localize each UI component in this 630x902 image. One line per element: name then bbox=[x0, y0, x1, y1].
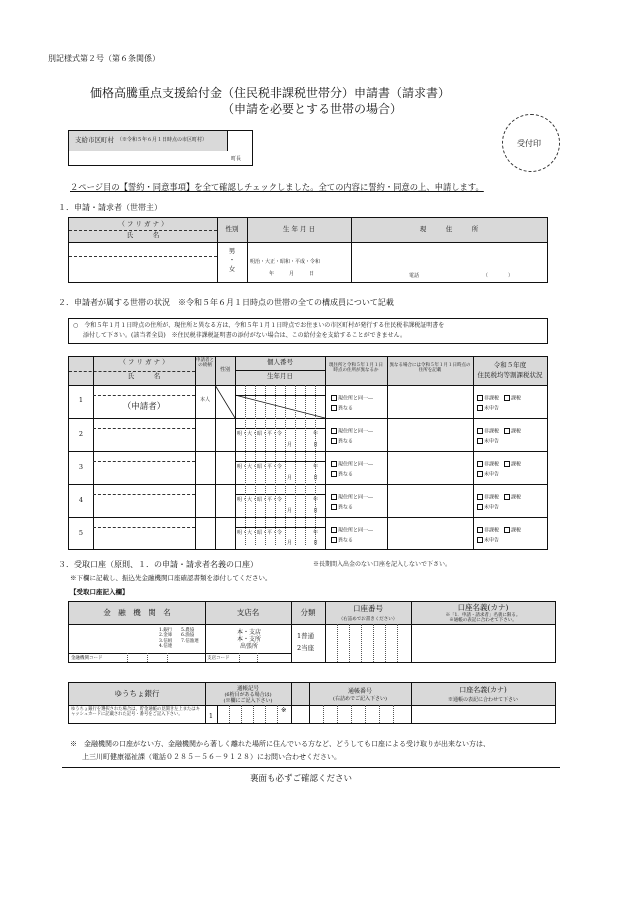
address-field[interactable] bbox=[353, 244, 545, 270]
type-header: 分類 bbox=[300, 608, 316, 617]
day-label: 日 bbox=[313, 508, 319, 514]
birth-ymd: 年 月 日 bbox=[269, 271, 315, 277]
account-type-current[interactable]: 2当座 bbox=[297, 644, 315, 652]
row1-strike-diagonal bbox=[215, 385, 325, 418]
passbook-symbol-note-2: (※欄にご記入下さい) bbox=[223, 698, 273, 704]
section2-heading: ２．申請者が属する世帯の状況 ※令和５年６月１日時点の世帯の全ての構成員について記載 bbox=[58, 298, 394, 307]
holder-note-2: ※通帳の表記に合わせて下さい。 bbox=[449, 618, 517, 623]
month-label: 月 bbox=[287, 540, 293, 546]
notice-box bbox=[68, 318, 548, 344]
yucho-holder-header: 口座名義(カナ) bbox=[459, 686, 507, 694]
year-label: 年 bbox=[313, 530, 319, 536]
same-address-option[interactable]: 現住所と同一 bbox=[338, 527, 369, 534]
members-name-header: 氏 名 bbox=[127, 372, 161, 380]
applicant-label: （申請者） bbox=[122, 402, 166, 412]
sex-separator: ・ bbox=[228, 256, 236, 264]
address-header: 現 住 所 bbox=[419, 225, 479, 233]
same-address-option[interactable]: 現住所と同一 bbox=[338, 428, 369, 435]
row-number: 2 bbox=[78, 430, 84, 438]
members-birth-header: 生年月日 bbox=[267, 372, 293, 380]
year-label: 年 bbox=[313, 431, 319, 437]
row-number: 3 bbox=[78, 463, 84, 471]
bank-type-7[interactable]: 7.信漁連 bbox=[181, 638, 199, 644]
form-title: 価格高騰重点支援給付金（住民税非課税世帯分）申請書（請求書） bbox=[90, 86, 451, 100]
different-address-option[interactable]: 異なる bbox=[338, 438, 354, 445]
nontax-option[interactable]: 非課税 bbox=[484, 395, 500, 402]
era-options[interactable]: 明治・大正・昭和・平成・令和 bbox=[250, 259, 321, 265]
bank-account-table bbox=[68, 601, 556, 663]
nontax-option[interactable]: 非課税 bbox=[484, 494, 500, 501]
name-field[interactable] bbox=[71, 258, 215, 280]
bank-type-4[interactable]: 4.信連 bbox=[159, 644, 173, 650]
members-sex-header: 性別 bbox=[219, 367, 230, 373]
yucho-table bbox=[68, 682, 556, 724]
different-address-option[interactable]: 異なる bbox=[338, 537, 354, 544]
branch-type-3[interactable]: 出張所 bbox=[240, 643, 259, 651]
unfiled-option[interactable]: 未申告 bbox=[484, 471, 500, 478]
section3-heading-note: ※長期間入出金のない口座を記入しないで下さい。 bbox=[313, 561, 452, 568]
footer-note-2: 上三川町健康福祉課（電話０２８５－５６－９１２８）にお問い合わせください。 bbox=[82, 753, 341, 761]
municipality-suffix: 町長 bbox=[231, 156, 242, 162]
same-address-option[interactable]: 現住所と同一 bbox=[338, 461, 369, 468]
day-label: 日 bbox=[313, 540, 319, 546]
month-label: 月 bbox=[287, 475, 293, 481]
unfiled-option[interactable]: 未申告 bbox=[484, 537, 500, 544]
phone-label: 電話 bbox=[409, 273, 420, 279]
same-address-option[interactable]: 現住所と同一 bbox=[338, 395, 369, 402]
birth-header: 生 年 月 日 bbox=[282, 225, 316, 233]
female-option[interactable]: 女 bbox=[228, 265, 236, 273]
relation-self: 本人 bbox=[199, 397, 210, 403]
yucho-holder-field[interactable] bbox=[413, 707, 553, 721]
furigana-header: （ フ リ ガ ナ ） bbox=[118, 220, 168, 228]
indiv-number-header: 個人番号 bbox=[267, 358, 293, 366]
reverse-side-note: 裏面も必ずご確認ください bbox=[250, 774, 353, 784]
holder-header: 口座名義(カナ) bbox=[457, 603, 509, 612]
year-label: 年 bbox=[313, 497, 319, 503]
branch-type-1[interactable]: 本・支店 bbox=[237, 629, 262, 636]
receipt-stamp-label: 受付印 bbox=[517, 139, 541, 148]
era-options[interactable]: 明・大・昭・平・令 bbox=[237, 530, 283, 536]
account-box-label: 【受取口座記入欄】 bbox=[70, 588, 129, 596]
members-furigana-header: （ フ リ ガ ナ ） bbox=[119, 358, 169, 366]
footer-note-1: ※ 金融機関の口座がない方、金融機関から著しく離れた場所に住んでいる方など、どうしても口座による受け取りが出来ない方は、 bbox=[70, 740, 490, 748]
branch-code-label: 支店コード bbox=[207, 656, 230, 661]
era-options[interactable]: 明・大・昭・平・令 bbox=[237, 497, 283, 503]
bank-type-5[interactable]: 5.農協 bbox=[181, 628, 195, 633]
bank-code-label: 金融機関コード bbox=[71, 656, 103, 661]
month-label: 月 bbox=[287, 508, 293, 514]
year-label: 年 bbox=[313, 464, 319, 470]
bank-name-header: 金 融 機 関 名 bbox=[103, 608, 171, 617]
row-number: 1 bbox=[78, 396, 84, 404]
tax-option[interactable]: 課税 bbox=[511, 428, 522, 435]
passbook-number-header: 通帳番号 bbox=[347, 688, 372, 695]
yucho-instruction: ゆうちょ銀行を選択された場合は、貯金通帳の見開き左上またはキャッシュカードに記載された記号・番号をご記入下さい。 bbox=[71, 707, 200, 718]
row-number: 5 bbox=[78, 529, 84, 537]
tax-status-header-1: 令和５年度 bbox=[493, 361, 527, 369]
passbook-first-digit: 1 bbox=[208, 712, 214, 720]
bank-type-1[interactable]: 1.銀行 bbox=[159, 628, 173, 633]
yucho-holder-note: ※通帳の表記に合わせて下さい bbox=[447, 697, 518, 703]
tax-option[interactable]: 課税 bbox=[511, 527, 522, 534]
tax-option[interactable]: 課税 bbox=[511, 461, 522, 468]
era-options[interactable]: 明・大・昭・平・令 bbox=[237, 464, 283, 470]
nontax-option[interactable]: 非課税 bbox=[484, 527, 500, 534]
tax-status-header-2: 住民税均等割課税状況 bbox=[477, 371, 543, 379]
form-subtitle: （申請を必要とする世帯の場合） bbox=[222, 102, 403, 116]
section3-heading: ３．受取口座（原則、１．の申請・請求者名義の口座） bbox=[58, 560, 258, 569]
relation-header: 申請者との続柄 bbox=[196, 358, 214, 368]
male-option[interactable]: 男 bbox=[228, 247, 236, 255]
unfiled-option[interactable]: 未申告 bbox=[484, 504, 500, 511]
name-header: 氏 名 bbox=[126, 231, 160, 239]
account-type-ordinary[interactable]: 1普通 bbox=[297, 632, 315, 640]
passbook-number-note: (右詰めでご記入下さい) bbox=[333, 696, 387, 702]
municipality-box[interactable] bbox=[68, 130, 253, 166]
tax-option[interactable]: 課税 bbox=[511, 494, 522, 501]
jan1-header: 現住所と令和５年１月１日時点の住所が異なるか bbox=[329, 363, 383, 374]
tax-option[interactable]: 課税 bbox=[511, 395, 522, 402]
month-label: 月 bbox=[287, 442, 293, 448]
diff-address-header: 異なる場合には令和５年１月１日時点の住所を記載 bbox=[389, 363, 471, 374]
account-number-note: （右詰めでお書きください） bbox=[338, 617, 398, 622]
applicant-table bbox=[68, 217, 548, 283]
different-address-option[interactable]: 異なる bbox=[338, 471, 354, 478]
day-label: 日 bbox=[313, 475, 319, 481]
passbook-symbol-header: 通帳記号 bbox=[236, 686, 259, 692]
branch-header: 支店名 bbox=[236, 608, 260, 617]
section1-heading: １．申請・請求者（世帯主） bbox=[58, 203, 162, 212]
bank-name-field[interactable] bbox=[71, 626, 157, 650]
bank-type-2[interactable]: 2.金庫 bbox=[159, 633, 173, 639]
branch-type-2[interactable]: 本・支所 bbox=[237, 636, 262, 644]
bank-type-6[interactable]: 6.漁協 bbox=[181, 633, 195, 639]
account-number-header: 口座番号 bbox=[353, 604, 383, 613]
passbook-mark: ※ bbox=[281, 706, 287, 714]
different-address-option[interactable]: 異なる bbox=[338, 504, 354, 511]
form-id: 別記様式第２号（第６条関係） bbox=[48, 54, 160, 63]
notice-line1: ○ 令和５年１月１日時点の住所が、現住所と異なる方は、令和５年１月１日時点でお住まいの市区町村が発行する住民税非課税証明書を bbox=[73, 322, 445, 329]
account-instruction: ※下欄に記載し、振込先金融機関口座確認書類を添付してください。 bbox=[70, 574, 272, 582]
notice-line2: 添付して下さい。(該当者全員) ※住民税非課税証明書の添付がない場合は、この給付金を支給することができません。 bbox=[83, 332, 407, 339]
phone-field[interactable]: （ ） bbox=[483, 273, 514, 279]
nontax-option[interactable]: 非課税 bbox=[484, 428, 500, 435]
unfiled-option[interactable]: 未申告 bbox=[484, 438, 500, 445]
furigana-field[interactable] bbox=[71, 244, 215, 254]
era-options[interactable]: 明・大・昭・平・令 bbox=[237, 431, 283, 437]
day-label: 日 bbox=[313, 442, 319, 448]
unfiled-option[interactable]: 未申告 bbox=[484, 405, 500, 412]
holder-field[interactable] bbox=[413, 626, 553, 660]
holder-note-1: ※「1．申請・請求者」名義に限る。 bbox=[445, 613, 521, 618]
same-address-option[interactable]: 現住所と同一 bbox=[338, 494, 369, 501]
municipality-label: 支給市区町村 bbox=[75, 136, 114, 144]
nontax-option[interactable]: 非課税 bbox=[484, 461, 500, 468]
yucho-bank-label: ゆうちょ銀行 bbox=[114, 689, 160, 698]
sex-header: 性別 bbox=[225, 225, 239, 233]
household-table: （ フ リ ガ ナ ） 氏 名 申請者との続柄 性別 個人番号 生年月日 現住所と令和５年１月１日時点の住所が異なるか 異なる場合には令和５年１月１日時点の住所を記載 令和５年度 住民税均等割課税状況 1 （申請者） 本人 現住所と同一― 異なる 非課税 課税 未申告 2 明・大・昭・平・令 年 月 日 現住所と同一― 異なる 非課税 課税 未申告 3 明・大・昭・平・令 年 月 日 現住所と同一― 異なる 非課税 課税 未申告 4 明・大・昭・平・令 年 月 日 現住所と同一― 異なる 非課税 課税 未申告 5 明・大・昭・平・令 年 月 日 現住所と同一― 異なる 非課税 課税 未申告 bbox=[68, 356, 548, 550]
row-number: 4 bbox=[78, 496, 84, 504]
bank-type-3[interactable]: 3.信組 bbox=[159, 638, 173, 644]
municipality-note: （※令和５年６月１日時点の市区町村） bbox=[117, 137, 208, 143]
consent-statement: ２ページ目の【誓約・同意事項】を全て確認しチェックしました。全ての内容に誓約・同意の上、申請します。 bbox=[70, 182, 484, 192]
passbook-symbol-note-1: (6桁目がある場合は) bbox=[224, 692, 272, 698]
different-address-option[interactable]: 異なる bbox=[338, 405, 354, 412]
